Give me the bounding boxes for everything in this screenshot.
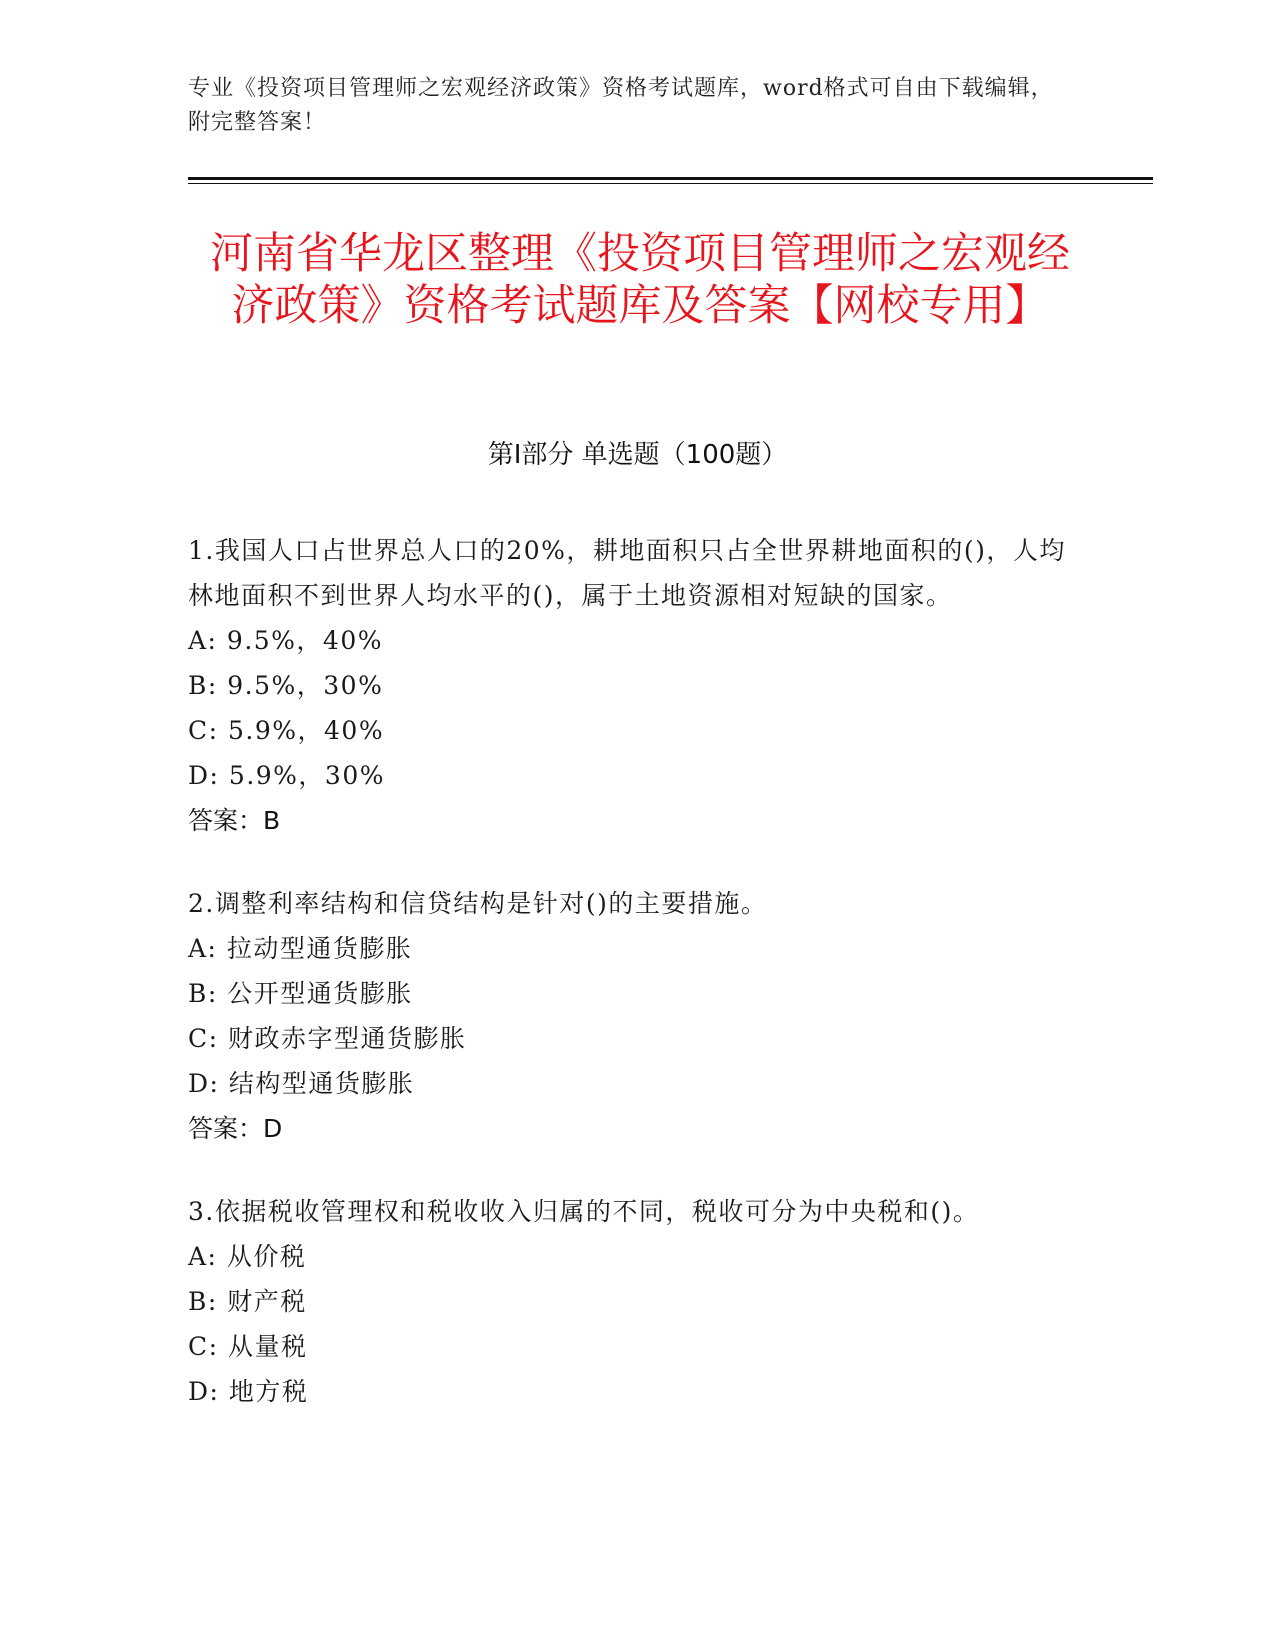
answer: 答案：B (188, 806, 281, 835)
option-c: C: 从量税 (188, 1332, 308, 1361)
header-note: 专业《投资项目管理师之宏观经济政策》资格考试题库，word格式可自由下载编辑，附完整答案！ (188, 76, 1054, 135)
question-3 (188, 1189, 1088, 1414)
option-c: C: 5.9%，40% (188, 716, 385, 745)
option-a: A: 9.5%，40% (188, 626, 384, 655)
question-stem: 2.调整利率结构和信贷结构是针对()的主要措施。 (188, 889, 768, 918)
question-1 (188, 528, 1088, 843)
document-title: 河南省华龙区整理《投资项目管理师之宏观经济政策》资格考试题库及答案【网校专用】 (210, 229, 1070, 331)
answer: 答案：D (188, 1114, 283, 1143)
option-d: D: 地方税 (188, 1377, 309, 1406)
question-list (188, 528, 1088, 1452)
option-b: B: 公开型通货膨胀 (188, 979, 413, 1008)
header-divider-thick (188, 177, 1153, 180)
section-title: 第I部分 单选题（100题） (487, 440, 788, 470)
option-b: B: 9.5%，30% (188, 671, 384, 700)
header-divider-thin (188, 183, 1153, 184)
option-a: A: 从价税 (188, 1242, 307, 1271)
question-stem: 1.我国人口占世界总人口的20%，耕地面积只占全世界耕地面积的()，人均林地面积不到世界人均水平的()，属于土地资源相对短缺的国家。 (188, 536, 1066, 610)
option-a: A: 拉动型通货膨胀 (188, 934, 413, 963)
option-c: C: 财政赤字型通货膨胀 (188, 1024, 467, 1053)
option-d: D: 5.9%，30% (188, 761, 385, 790)
option-d: D: 结构型通货膨胀 (188, 1069, 415, 1098)
option-b: B: 财产税 (188, 1287, 307, 1316)
question-stem: 3.依据税收管理权和税收收入归属的不同，税收可分为中央税和()。 (188, 1197, 980, 1226)
question-2 (188, 881, 1088, 1151)
